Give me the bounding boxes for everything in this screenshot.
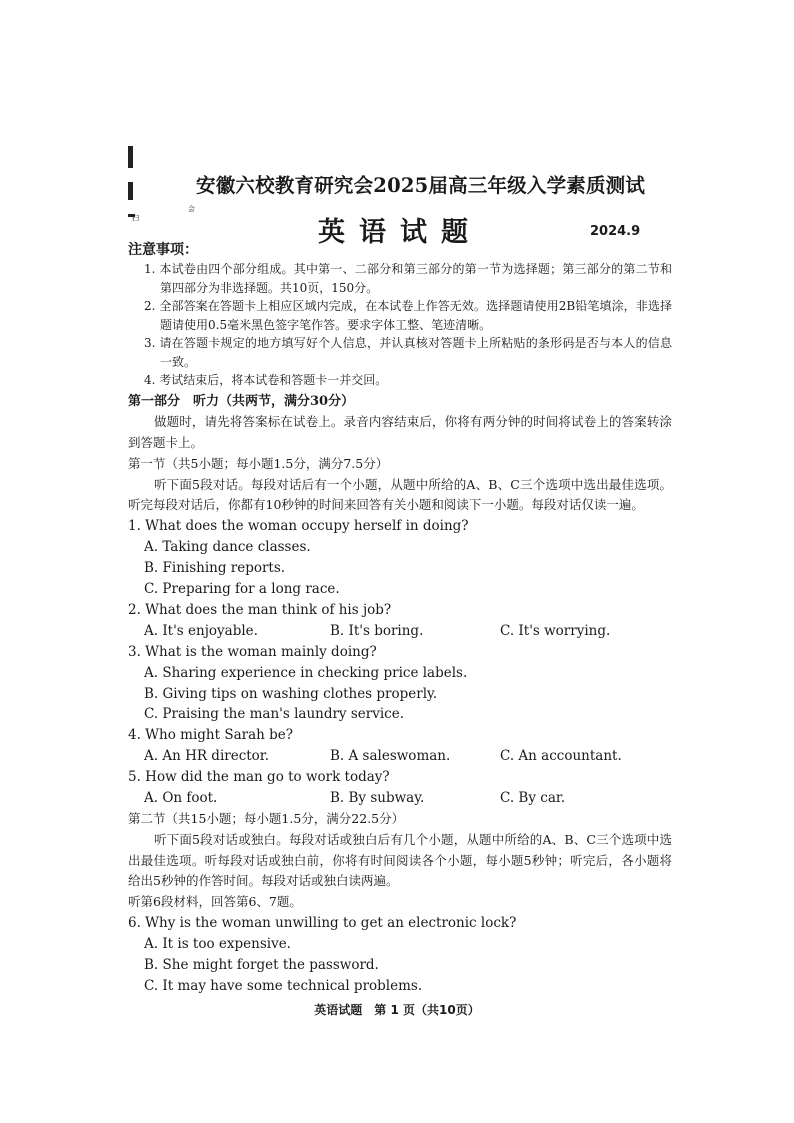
notice-heading: 注意事项： — [128, 242, 198, 258]
material-note: 听第6段材料，回答第6、7题。 — [128, 894, 302, 910]
question-stem: 5. How did the man go to work today? — [128, 769, 390, 786]
page-footer: 英语试题 第 1 页（共10页） — [314, 1003, 480, 1017]
subject-title: 英语试题 — [318, 217, 482, 248]
answer-option: A. On foot. — [144, 790, 218, 807]
answer-option: B. Finishing reports. — [144, 560, 286, 577]
notice-item: 2. 全部答案在答题卡上相应区域内完成，在本试卷上作答无效。选择题请使用2B铅笔填涂，非选择题请使用0.5毫米黑色签字笔作答。要求字体工整、笔迹清晰。 — [144, 299, 672, 332]
question-stem: 4. Who might Sarah be? — [128, 727, 293, 744]
part1-intro: 做题时，请先将答案标在试卷上。录音内容结束后，你将有两分钟的时间将试卷上的答案转涂到答题卡上。 — [128, 414, 672, 451]
answer-option: A. It is too expensive. — [144, 935, 291, 952]
section1-instructions: 听下面5段对话。每段对话后有一个小题，从题中所给的A、B、C三个选项中选出最佳选项。听完每段对话后，你都有10秒钟的时间来回答有关小题和阅读下一小题。每段对话仅读一遍。 — [128, 476, 672, 513]
answer-option: A. Sharing experience in checking price labels. — [144, 664, 468, 681]
answer-option: C. By car. — [500, 790, 566, 807]
answer-option: A. It's enjoyable. — [144, 622, 258, 639]
exam-date: 2024.9 — [590, 224, 641, 239]
answer-option: C. An accountant. — [500, 748, 622, 765]
margin-char-b: 会 — [188, 205, 195, 213]
notice-item: 1. 本试卷由四个部分组成。其中第一、二部分和第三部分的第一节为选择题；第三部分的第二节和第四部分为非选择题。共10页，150分。 — [144, 262, 672, 295]
answer-option: B. A saleswoman. — [330, 748, 451, 765]
answer-option: A. Taking dance classes. — [144, 539, 311, 556]
margin-char-a: 扫 — [132, 214, 139, 222]
answer-option: B. She might forget the password. — [144, 956, 379, 973]
question-stem: 3. What is the woman mainly doing? — [128, 643, 377, 660]
part1-heading: 第一部分 听力（共两节，满分30分） — [128, 393, 355, 409]
notice-item: 4. 考试结束后，将本试卷和答题卡一并交回。 — [144, 373, 388, 387]
section1-heading: 第一节（共5小题；每小题1.5分，满分7.5分） — [128, 455, 389, 471]
answer-option: C. It may have some technical problems. — [144, 977, 423, 994]
question-stem: 2. What does the man think of his job? — [128, 601, 392, 618]
notice-item: 3. 请在答题卡规定的地方填写好个人信息，并认真核对答题卡上所粘贴的条形码是否与本人的信息一致。 — [144, 336, 672, 369]
answer-option: C. Praising the man's laundry service. — [144, 706, 405, 723]
answer-options-row — [128, 621, 672, 642]
answer-option: B. Giving tips on washing clothes properly. — [144, 685, 438, 702]
answer-option: B. It's boring. — [330, 622, 424, 639]
answer-option: C. It's worrying. — [500, 622, 611, 639]
answer-option: B. By subway. — [330, 790, 425, 807]
question-stem: 1. What does the woman occupy herself in doing? — [128, 518, 469, 535]
exam-title: 安徽六校教育研究会2025届高三年级入学素质测试 — [196, 174, 646, 197]
answer-option: C. Preparing for a long race. — [144, 581, 340, 597]
answer-option: A. An HR director. — [144, 748, 270, 765]
answer-options-row — [128, 746, 672, 767]
exam-content — [128, 240, 672, 997]
question-stem: 6. Why is the woman unwilling to get an electronic lock? — [128, 914, 517, 931]
section2-instructions: 听下面5段对话或独白。每段对话或独白后有几个小题，从题中所给的A、B、C三个选项中选出最佳选项。听每段对话或独白前，你将有时间阅读各个小题，每小题5秒钟；听完后，各小题将给出5秒钟的作答时间。每段对话或独白读两遍。 — [128, 831, 672, 889]
questions-section-2 — [128, 913, 672, 997]
answer-options-row — [128, 788, 672, 809]
section2-heading: 第二节（共15小题；每小题1.5分，满分22.5分） — [128, 810, 405, 826]
questions-section-1 — [128, 516, 672, 809]
